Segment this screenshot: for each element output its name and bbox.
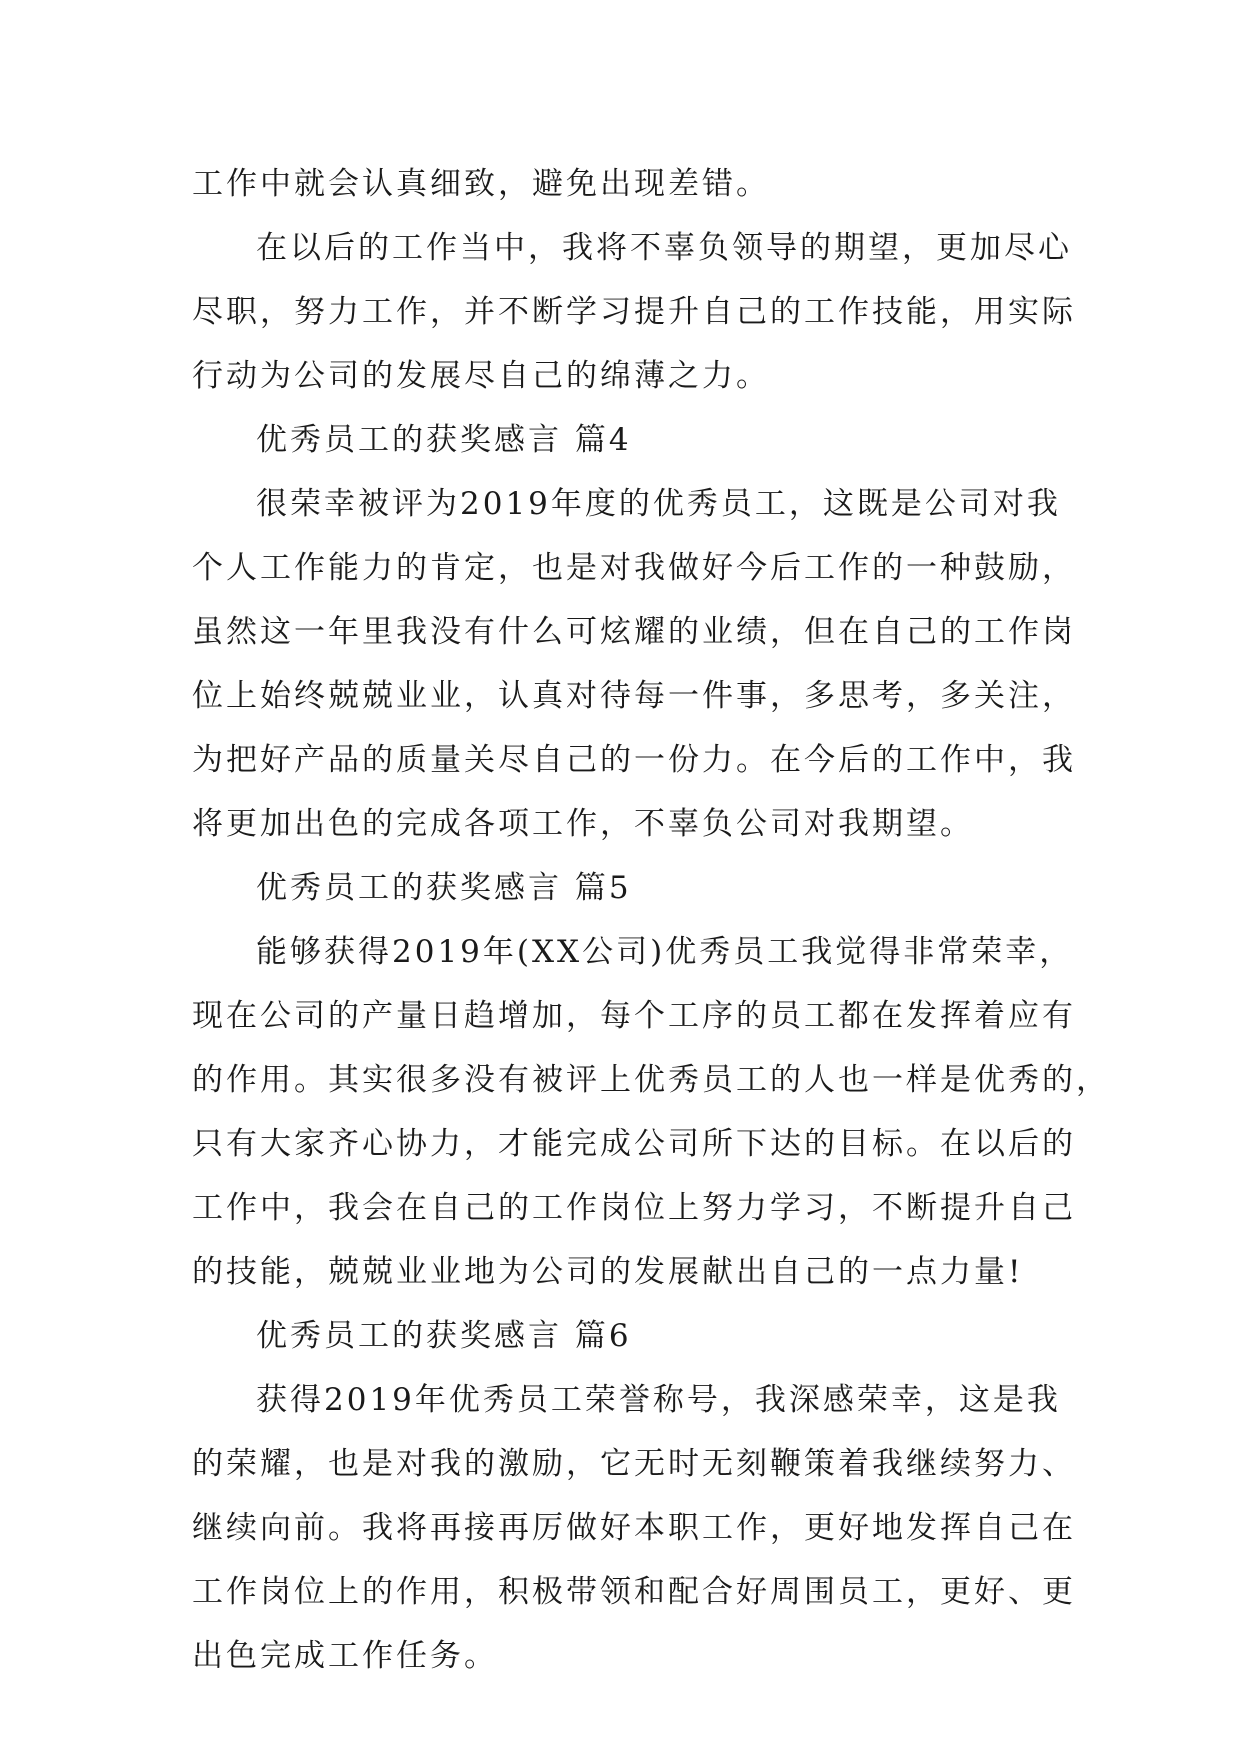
text-line: 在以后的工作当中，我将不辜负领导的期望，更加尽心	[256, 230, 1072, 266]
text-line: 位上始终兢兢业业，认真对待每一件事，多思考，多关注，	[192, 678, 1076, 714]
section-heading: 优秀员工的获奖感言 篇4	[256, 422, 632, 458]
text-line: 工作岗位上的作用，积极带领和配合好周围员工，更好、更	[192, 1574, 1076, 1610]
text-line: 现在公司的产量日趋增加，每个工序的员工都在发挥着应有	[192, 998, 1076, 1034]
text-line: 能够获得2019年(XX公司)优秀员工我觉得非常荣幸，	[256, 934, 1074, 970]
text-line: 将更加出色的完成各项工作，不辜负公司对我期望。	[192, 806, 974, 842]
text-line: 获得2019年优秀员工荣誉称号，我深感荣幸，这是我	[256, 1382, 1061, 1418]
text-line: 个人工作能力的肯定，也是对我做好今后工作的一种鼓励，	[192, 550, 1076, 586]
section-heading: 优秀员工的获奖感言 篇5	[256, 870, 632, 906]
text-line: 尽职，努力工作，并不断学习提升自己的工作技能，用实际	[192, 294, 1076, 330]
text-line: 为把好产品的质量关尽自己的一份力。在今后的工作中，我	[192, 742, 1076, 778]
text-line: 很荣幸被评为2019年度的优秀员工，这既是公司对我	[256, 486, 1061, 522]
text-line: 的技能，兢兢业业地为公司的发展献出自己的一点力量!	[192, 1254, 1024, 1290]
text-line: 工作中，我会在自己的工作岗位上努力学习，不断提升自己	[192, 1190, 1076, 1226]
text-line: 出色完成工作任务。	[192, 1638, 498, 1674]
text-line: 的荣耀，也是对我的激励，它无时无刻鞭策着我继续努力、	[192, 1446, 1076, 1482]
text-line: 的作用。其实很多没有被评上优秀员工的人也一样是优秀的，	[192, 1062, 1110, 1098]
text-line: 虽然这一年里我没有什么可炫耀的业绩，但在自己的工作岗	[192, 614, 1076, 650]
text-line: 工作中就会认真细致，避免出现差错。	[192, 166, 770, 202]
text-line: 继续向前。我将再接再厉做好本职工作，更好地发挥自己在	[192, 1510, 1076, 1546]
section-heading: 优秀员工的获奖感言 篇6	[256, 1318, 632, 1354]
text-line: 只有大家齐心协力，才能完成公司所下达的目标。在以后的	[192, 1126, 1076, 1162]
text-line: 行动为公司的发展尽自己的绵薄之力。	[192, 358, 770, 394]
document-body	[192, 152, 1110, 1688]
